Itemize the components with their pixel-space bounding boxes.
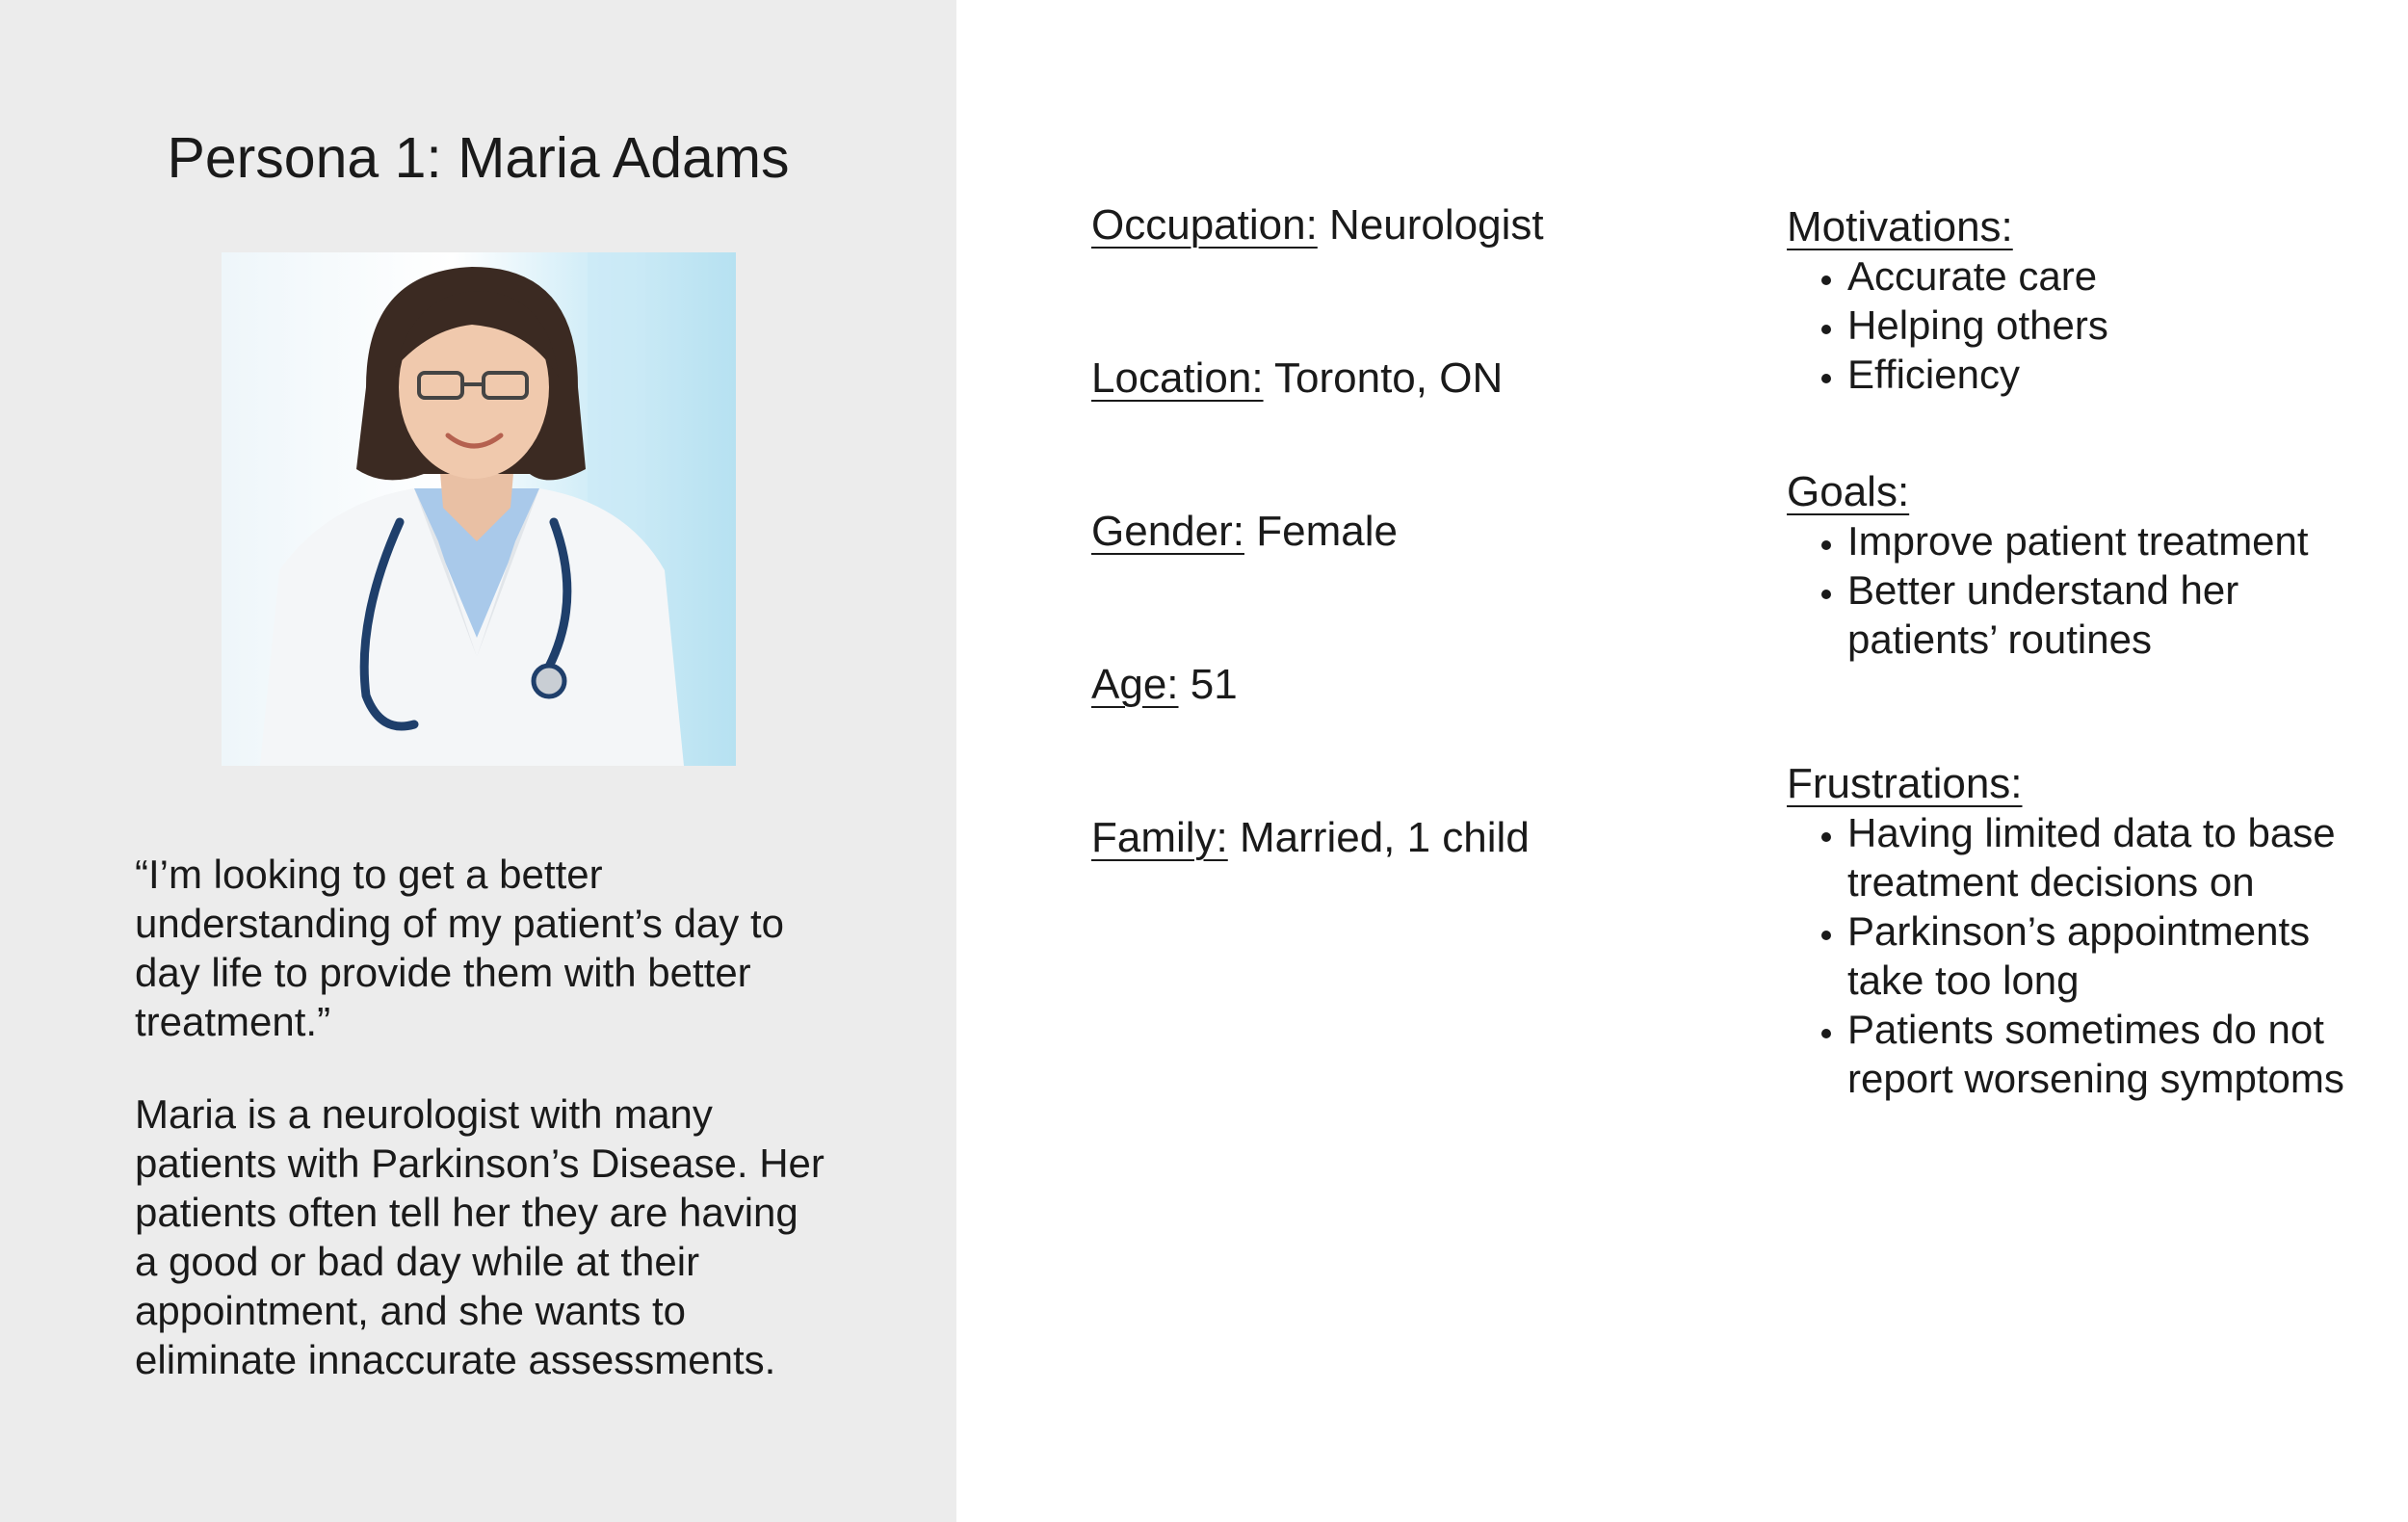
persona-quote: “I’m looking to get a better understanding of my patient’s day to day life to provide them with better treatment.” xyxy=(135,852,784,1044)
frustrations-heading: Frustrations: xyxy=(1787,760,2023,807)
motivations-section xyxy=(1787,202,2384,399)
persona-summary-panel xyxy=(0,0,956,1522)
age-field xyxy=(1091,659,1238,711)
location-field xyxy=(1091,353,1503,405)
list-item: • Accurate care xyxy=(1847,251,2384,301)
family-label: Family: xyxy=(1091,814,1228,861)
persona-photo xyxy=(222,252,736,766)
occupation-value: Neurologist xyxy=(1329,201,1544,249)
frustrations-list xyxy=(1787,808,2384,1103)
gender-value: Female xyxy=(1256,508,1398,555)
location-label: Location: xyxy=(1091,354,1264,402)
motivations-list xyxy=(1787,251,2384,399)
list-item: • Efficiency xyxy=(1847,350,2384,399)
location-value: Toronto, ON xyxy=(1274,354,1504,402)
family-value: Married, 1 child xyxy=(1240,814,1530,861)
age-label: Age: xyxy=(1091,661,1179,708)
occupation-field xyxy=(1091,199,1544,251)
list-item: • Helping others xyxy=(1847,301,2384,350)
list-item: • Improve patient treatment xyxy=(1847,516,2384,565)
persona-title: Persona 1: Maria Adams xyxy=(167,126,790,190)
gender-field xyxy=(1091,506,1398,558)
goals-section xyxy=(1787,467,2384,664)
family-field xyxy=(1091,812,1530,864)
list-item: • Better understand her patients’ routines xyxy=(1847,565,2384,664)
goals-list xyxy=(1787,516,2384,664)
list-item: • Parkinson’s appointments take too long xyxy=(1847,906,2384,1005)
persona-bio: Maria is a neurologist with many patients with Parkinson’s Disease. Her patients often tell her they are having a good or bad day while at their appointment, and she wants to eliminate innaccurate assessments. xyxy=(135,1091,824,1382)
motivations-heading: Motivations: xyxy=(1787,203,2013,250)
gender-label: Gender: xyxy=(1091,508,1244,555)
list-item: • Having limited data to base treatment decisions on xyxy=(1847,808,2384,906)
goals-heading: Goals: xyxy=(1787,468,1910,515)
age-value: 51 xyxy=(1190,661,1238,708)
frustrations-section xyxy=(1787,759,2384,1103)
list-item: • Patients sometimes do not report worsening symptoms xyxy=(1847,1005,2384,1103)
occupation-label: Occupation: xyxy=(1091,201,1318,249)
